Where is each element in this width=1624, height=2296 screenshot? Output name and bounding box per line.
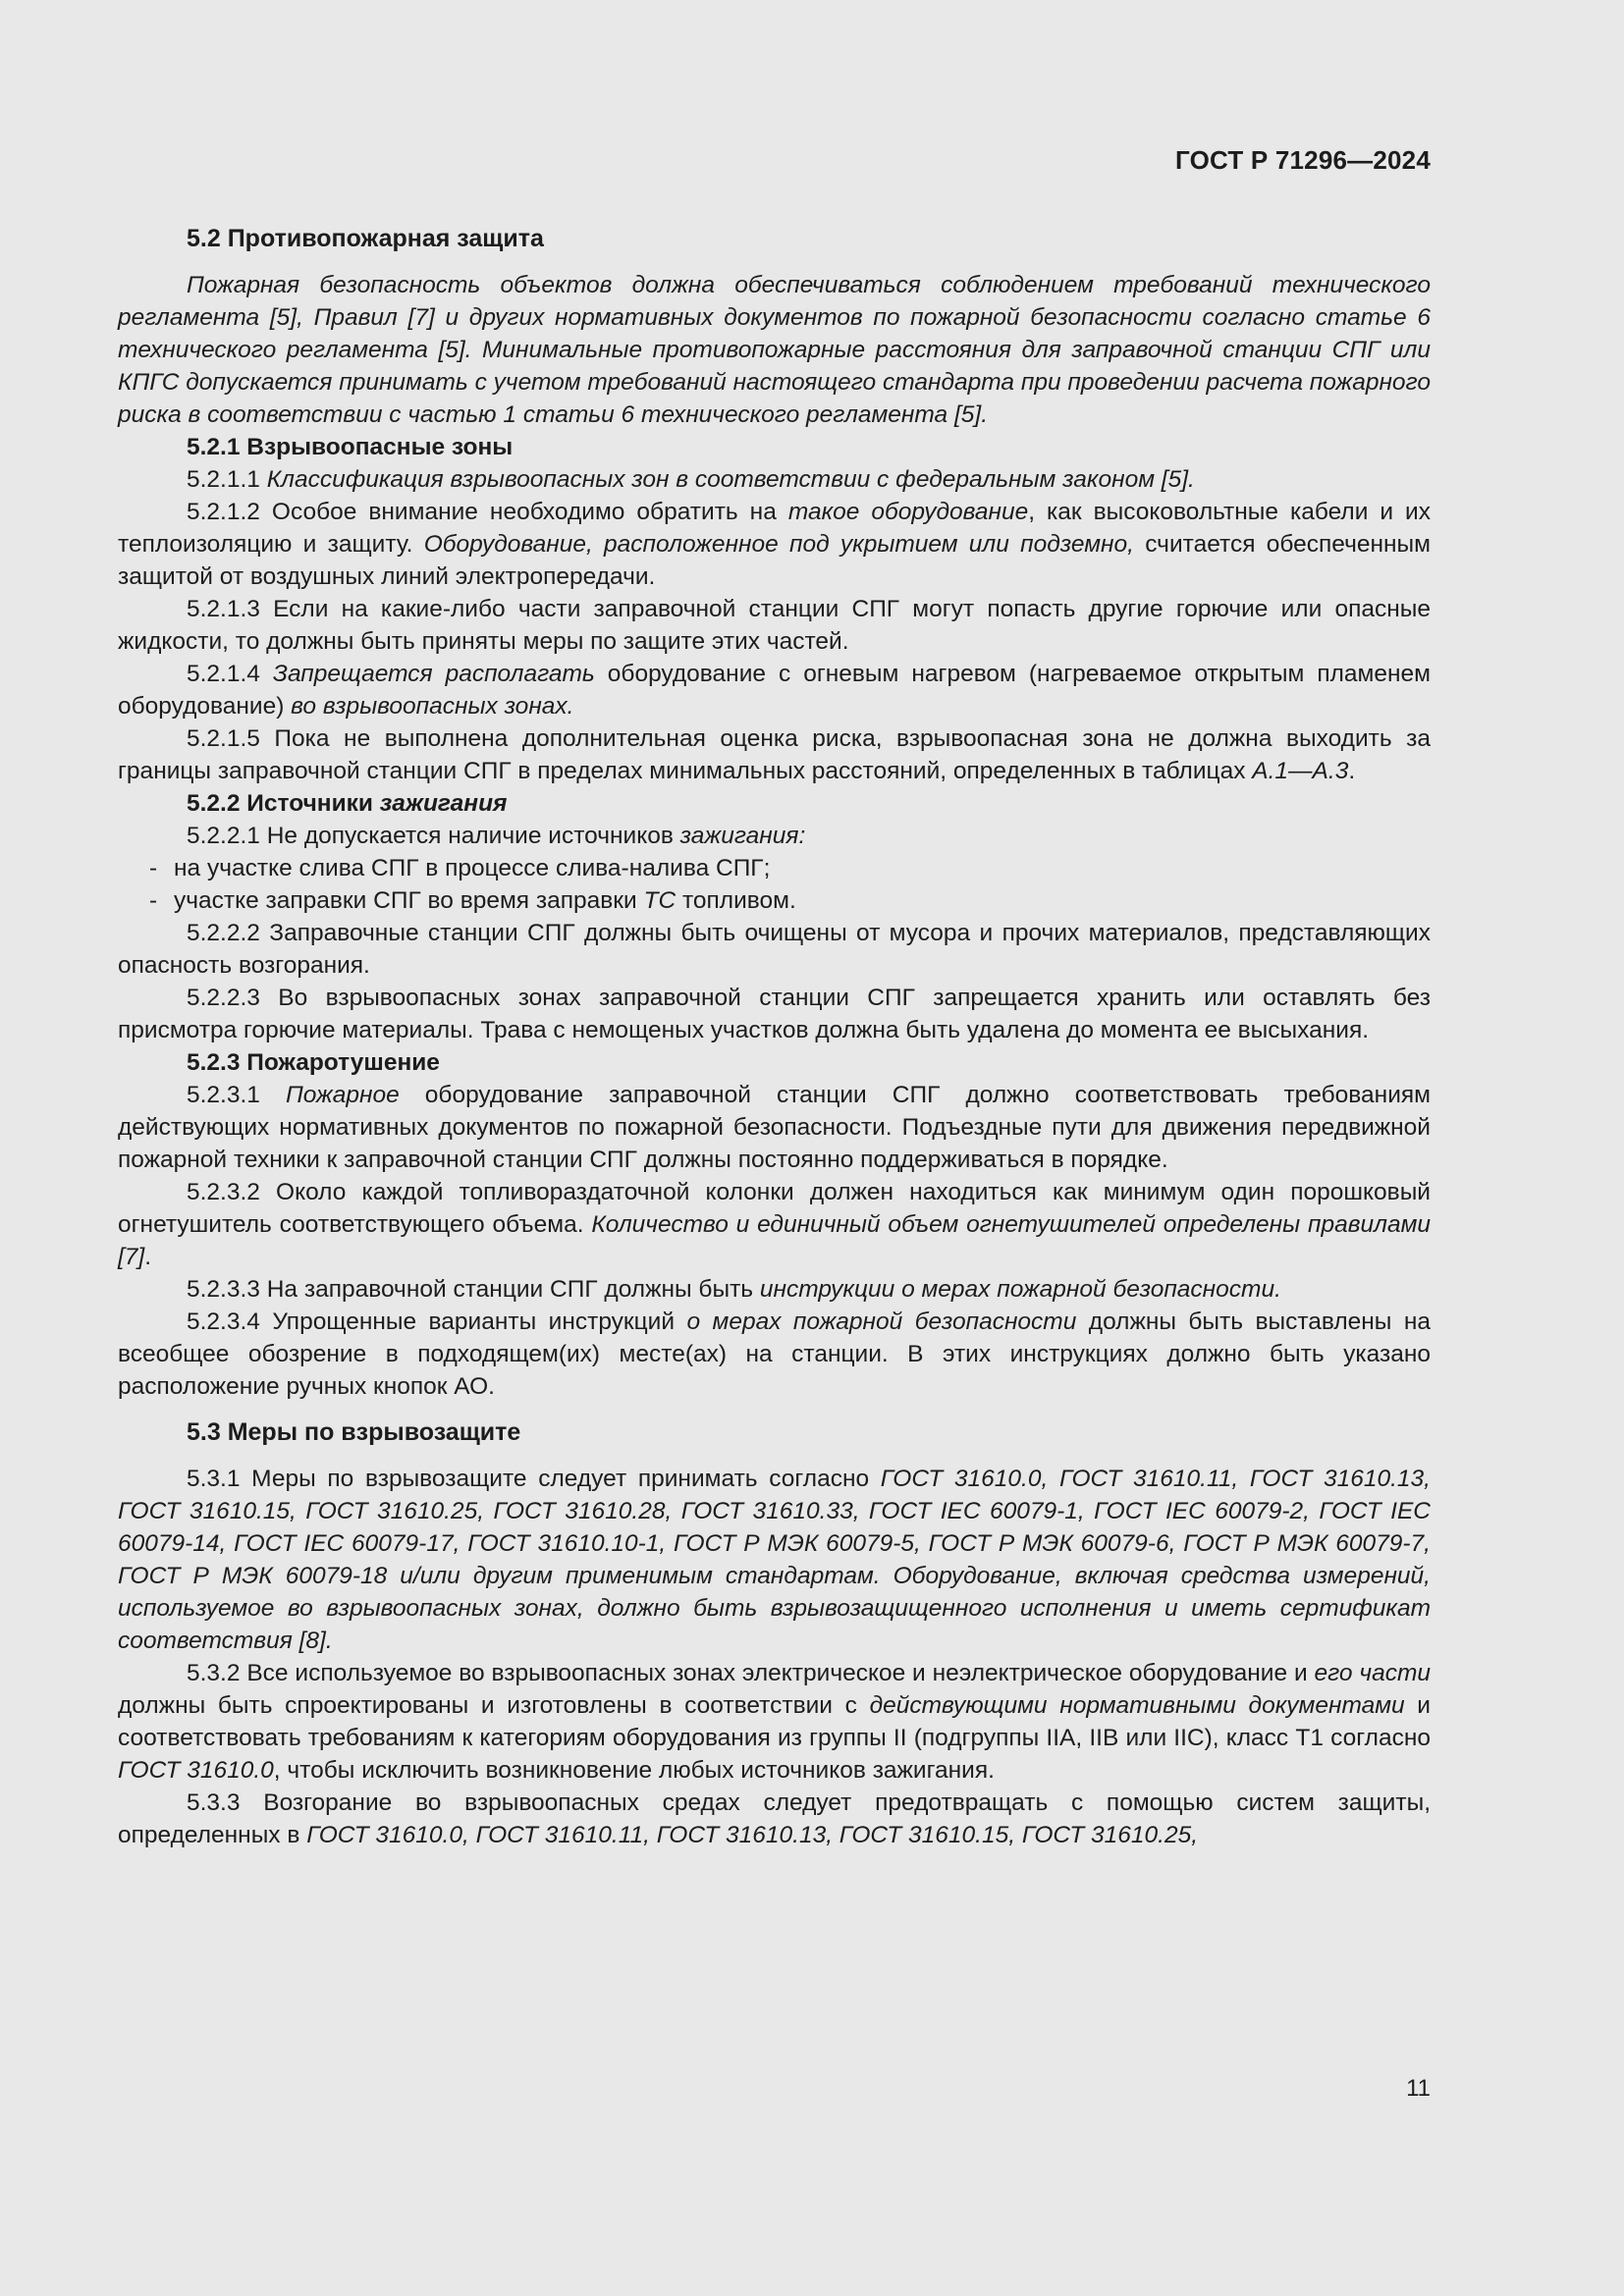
paragraph-italic: действующими нормативными документами xyxy=(869,1692,1405,1719)
list-item-text: топливом. xyxy=(676,887,796,914)
paragraph-5-2-1-5 xyxy=(118,722,1431,787)
list-item xyxy=(118,852,1431,884)
paragraph-italic: Классификация взрывоопасных зон в соответствии с федеральным законом [5]. xyxy=(266,466,1195,493)
paragraph-text: 5.2.2.1 Не допускается наличие источников xyxy=(187,823,680,849)
paragraph-italic: А.1—А.3 xyxy=(1252,758,1349,784)
paragraph-5-2-2-2: 5.2.2.2 Заправочные станции СПГ должны быть очищены от мусора и прочих материалов, представляющих опасность возгорания. xyxy=(118,920,1431,979)
paragraph-5-2-3-1 xyxy=(118,1079,1431,1176)
paragraph-text: и соответствовать требованиям к категориям оборудования из группы II (подгруппы IIA, IIB или IIC), класс Т1 согласно xyxy=(118,1692,1431,1751)
paragraph-5-2-1-3: 5.2.1.3 Если на какие-либо части заправочной станции СПГ могут попасть другие горючие или опасные жидкости, то должны быть приняты меры по защите этих частей. xyxy=(118,596,1431,655)
section-5-2-intro-text: Пожарная безопасность объектов должна обеспечиваться соблюдением требований технического регламента [5], Правил [7] и других нормативных документов по пожарной безопасности согласно статье 6 технического регламента [5]. Минимальные противопожарные расстояния для заправочной станции СПГ или КПГС допускается принимать с учетом требований настоящего стандарта при проведении расчета пожарного риска в соответствии с частью 1 статьи 6 технического регламента [5]. xyxy=(118,272,1431,428)
paragraph-italic: о мерах пожарной безопасности xyxy=(686,1308,1077,1335)
paragraph-italic: во взрывоопасных зонах. xyxy=(291,693,574,720)
paragraph-text: 5.2.1.2 Особое внимание необходимо обратить на xyxy=(187,499,788,525)
paragraph-text: 5.3.3 Возгорание во взрывоопасных средах следует предотвращать с помощью систем защиты, определенных в xyxy=(118,1789,1431,1848)
document-body xyxy=(118,223,1431,1851)
paragraph-text: 5.2.3.1 xyxy=(187,1082,287,1108)
section-title-italic: зажигания xyxy=(379,790,508,817)
paragraph-italic: Оборудование, расположенное под укрытием или подземно, xyxy=(423,531,1134,558)
document-header: ГОСТ Р 71296—2024 xyxy=(1175,145,1431,175)
paragraph-number: 5.2.1.1 xyxy=(187,466,267,493)
paragraph-text: оборудование с огневым нагревом (нагреваемое открытым пламенем оборудование) xyxy=(118,661,1432,720)
paragraph-text: 5.2.3.3 На заправочной станции СПГ должны быть xyxy=(187,1276,760,1303)
section-5-2-intro xyxy=(118,269,1431,431)
paragraph-5-2-3-3 xyxy=(118,1273,1431,1306)
paragraph-italic: ГОСТ 31610.0, ГОСТ 31610.11, ГОСТ 31610.13, ГОСТ 31610.15, ГОСТ 31610.25, ГОСТ 31610.28, ГОСТ 31610.33, ГОСТ IEC 60079-1, ГОСТ IEC 60079-2, ГОСТ IEC 60079-14, ГОСТ IEC 60079-17, ГОСТ 31610.10-1, ГОСТ Р МЭК 60079-5, ГОСТ Р МЭК 60079-6, ГОСТ Р МЭК 60079-7, ГОСТ Р МЭК 60079-18 и/или другим применимым стандартам. Оборудование, включая средства измерений, используемое во взрывоопасных зонах, должно быть взрывозащищенного исполнения и иметь сертификат соответствия [8]. xyxy=(118,1466,1431,1654)
paragraph-5-2-3-4 xyxy=(118,1306,1431,1403)
list-item xyxy=(118,884,1431,917)
paragraph-text: должны быть спроектированы и изготовлены в соответствии с xyxy=(118,1692,870,1719)
paragraph-text: . xyxy=(144,1244,152,1270)
paragraph-italic: зажигания: xyxy=(679,823,806,849)
section-5-3-title: 5.3 Меры по взрывозащите xyxy=(187,1418,521,1446)
paragraph-text: 5.2.1.5 Пока не выполнена дополнительная оценка риска, взрывоопасная зона не должна выходить за границы заправочной станции СПГ в пределах минимальных расстояний, определенных в таблицах xyxy=(118,725,1431,784)
list-item-italic: ТС xyxy=(643,887,677,914)
paragraph-5-2-1-2 xyxy=(118,496,1431,593)
paragraph-text: 5.3.1 Меры по взрывозащите следует принимать согласно xyxy=(187,1466,881,1492)
paragraph-5-2-1-4 xyxy=(118,658,1431,722)
list-item-text: на участке слива СПГ в процессе слива-налива СПГ; xyxy=(174,855,771,881)
paragraph-italic: Количество и единичный объем огнетушителей определены правилами [7] xyxy=(118,1211,1431,1270)
paragraph-italic: ГОСТ 31610.0, ГОСТ 31610.11, ГОСТ 31610.13, ГОСТ 31610.15, ГОСТ 31610.25, xyxy=(306,1822,1199,1848)
paragraph-text: 5.2.3.2 Около каждой топливораздаточной колонки должен находиться как минимум один порошковый огнетушитель соответствующего объема. xyxy=(118,1179,1431,1238)
paragraph-text: , чтобы исключить возникновение любых источников зажигания. xyxy=(273,1757,995,1784)
list-dash: - xyxy=(149,855,158,881)
section-5-2-title: 5.2 Противопожарная защита xyxy=(187,225,544,252)
paragraph-5-3-2 xyxy=(118,1657,1431,1787)
paragraph-text: 5.2.3.4 Упрощенные варианты инструкций xyxy=(187,1308,687,1335)
paragraph-text: , как высоковольтные кабели и их теплоизоляцию и защиту. xyxy=(118,499,1431,558)
section-title-text: 5.2.2 Источники xyxy=(187,790,380,817)
section-5-2-1-title: 5.2.1 Взрывоопасные зоны xyxy=(187,434,514,460)
paragraph-5-2-3-2 xyxy=(118,1176,1431,1273)
paragraph-5-2-2-3: 5.2.2.3 Во взрывоопасных зонах заправочной станции СПГ запрещается хранить или оставлять без присмотра горючие материалы. Трава с немощеных участков должна быть удалена до момента ее высыхания. xyxy=(118,985,1431,1043)
paragraph-italic: Запрещается располагать xyxy=(272,661,595,687)
section-5-2-3-title: 5.2.3 Пожаротушение xyxy=(187,1049,440,1076)
section-5-2-2-title xyxy=(118,787,1431,820)
paragraph-text: . xyxy=(1348,758,1356,784)
list-item-text: участке заправки СПГ во время заправки xyxy=(174,887,644,914)
paragraph-italic: инструкции о мерах пожарной безопасности. xyxy=(759,1276,1281,1303)
list-dash: - xyxy=(149,887,158,914)
paragraph-italic: ГОСТ 31610.0 xyxy=(118,1757,274,1784)
paragraph-5-3-3 xyxy=(118,1787,1431,1851)
paragraph-italic: его части xyxy=(1314,1660,1431,1686)
paragraph-5-2-2-1 xyxy=(118,820,1431,852)
paragraph-text: считается обеспеченным защитой от воздушных линий электропередачи. xyxy=(118,531,1431,590)
page-number: 11 xyxy=(1406,2075,1431,2102)
paragraph-text: должны быть выставлены на всеобщее обозрение в подходящем(их) месте(ах) на станции. В этих инструкциях должно быть указано расположение ручных кнопок АО. xyxy=(118,1308,1431,1400)
paragraph-text: 5.3.2 Все используемое во взрывоопасных зонах электрическое и неэлектрическое оборудование и xyxy=(187,1660,1315,1686)
paragraph-5-2-1-1 xyxy=(118,463,1431,496)
paragraph-text: 5.2.1.4 xyxy=(187,661,273,687)
paragraph-text: оборудование заправочной станции СПГ должно соответствовать требованиям действующих нормативных документов по пожарной безопасности. Подъездные пути для движения передвижной пожарной техники к заправочной станции СПГ должны постоянно поддерживаться в порядке. xyxy=(118,1082,1431,1173)
paragraph-italic: такое оборудование xyxy=(787,499,1029,525)
paragraph-5-3-1 xyxy=(118,1463,1431,1657)
paragraph-italic: Пожарное xyxy=(286,1082,400,1108)
